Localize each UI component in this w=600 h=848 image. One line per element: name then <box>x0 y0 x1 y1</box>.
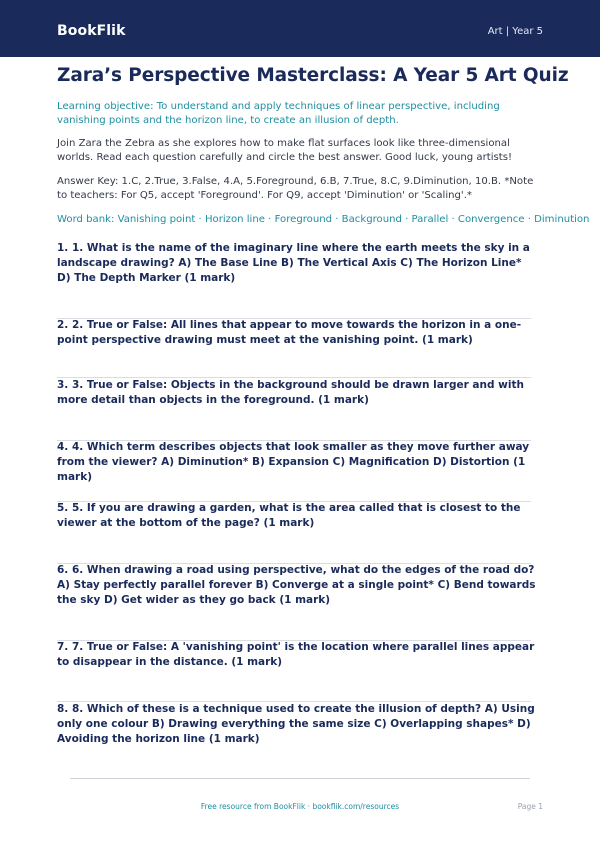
question-8: 8. 8. Which of these is a technique used to create the illusion of depth? A) Using only one colour B) Drawing everything the same size C) Overlapping shapes* D) Avoiding the horizon line (1 mark) <box>57 703 535 745</box>
answer-key: Answer Key: 1.C, 2.True, 3.False, 4.A, 5.Foreground, 6.B, 7.True, 8.C, 9.Diminution, 10.B. *Note to teachers: For Q5, accept 'Foreground'. For Q9, accept 'Diminution' or 'Scaling'.* <box>57 176 534 201</box>
footer-resource-link[interactable]: Free resource from BookFlik · bookflik.com/resources <box>200 802 400 811</box>
learning-objective: Learning objective: To understand and apply techniques of linear perspective, including vanishing points and the horizon line, to create an illusion of depth. <box>57 101 500 126</box>
quiz-intro-section <box>57 65 590 227</box>
question-1: 1. 1. What is the name of the imaginary line where the earth meets the sky in a landscape drawing? A) The Base Line B) The Vertical Axis C) The Horizon Line* D) The Depth Marker (1 mark) <box>57 242 530 284</box>
question-4: 4. 4. Which term describes objects that look smaller as they move further away from the viewer? A) Diminution* B) Expansion C) Magnification D) Distortion (1 mark) <box>57 441 530 483</box>
question-7: 7. 7. True or False: A 'vanishing point' is the location where parallel lines appear to disappear in the distance. (1 mark) <box>57 641 535 668</box>
subject-year-label: Art | Year 5 <box>487 26 543 37</box>
page-number: Page 1 <box>517 802 543 811</box>
question-5: 5. 5. If you are drawing a garden, what is the area called that is closest to the viewer at the bottom of the page? (1 mark) <box>57 502 521 529</box>
brand-logo[interactable]: BookFlik <box>57 23 126 39</box>
question-6: 6. 6. When drawing a road using perspective, what do the edges of the road do? A) Stay perfectly parallel forever B) Converge at a single point* C) Bend towards the sky D) Get wider as they go back (1 mark) <box>57 564 536 606</box>
question-3: 3. 3. True or False: Objects in the background should be drawn larger and with more detail than objects in the foreground. (1 mark) <box>57 379 524 406</box>
page-header <box>0 0 600 57</box>
intro-paragraph: Join Zara the Zebra as she explores how to make flat surfaces look like three-dimensional worlds. Read each question carefully and circle the best answer. Good luck, young artists! <box>57 138 513 163</box>
footer-divider <box>70 778 530 779</box>
page-title: Zara’s Perspective Masterclass: A Year 5 Art Quiz <box>57 65 569 86</box>
word-bank: Word bank: Vanishing point · Horizon line · Foreground · Background · Parallel · Convergence · Diminution <box>57 214 590 225</box>
question-2: 2. 2. True or False: All lines that appear to move towards the horizon in a one-point perspective drawing must meet at the vanishing point. (1 mark) <box>57 319 522 346</box>
